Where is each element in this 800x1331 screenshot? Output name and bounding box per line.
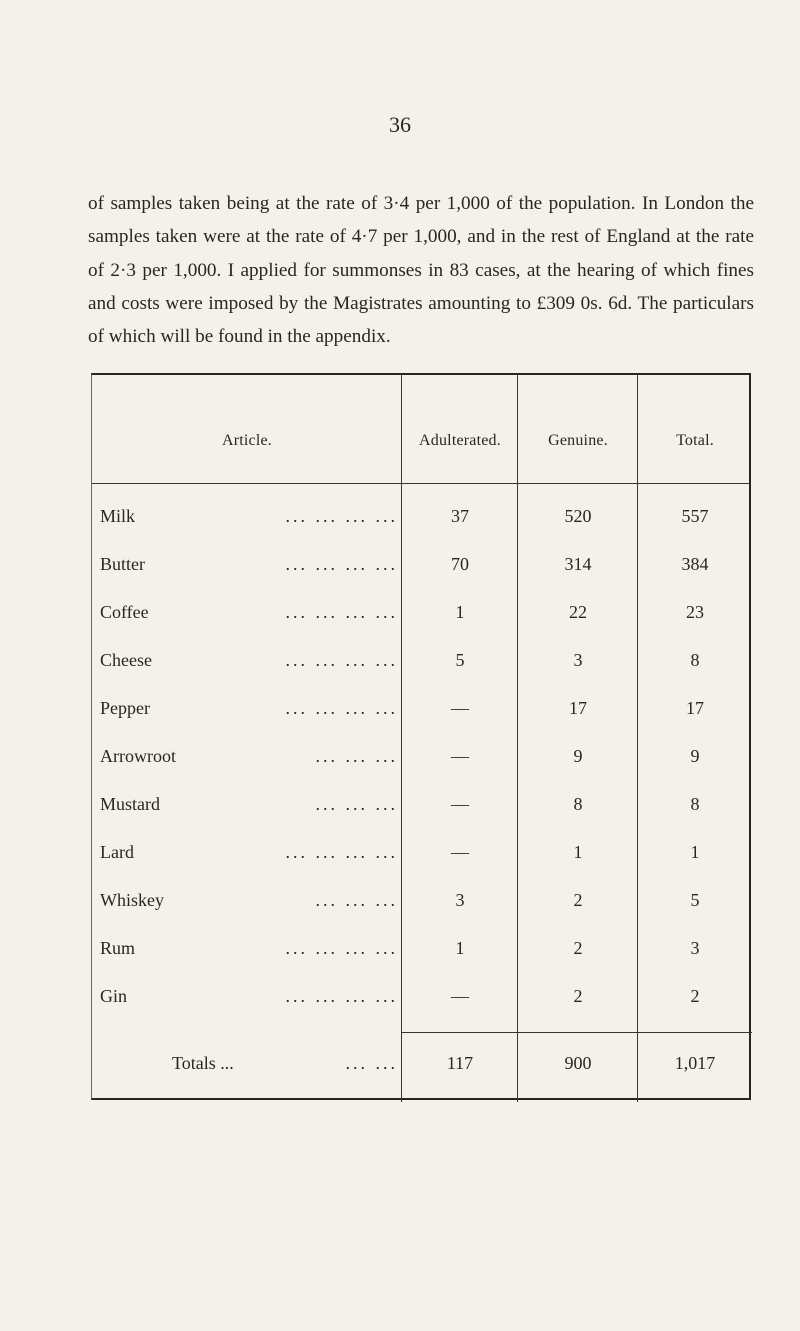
article-name: Lard bbox=[100, 842, 134, 862]
leader-dots: ... ... ... ... bbox=[285, 554, 398, 574]
leader-dots: ... ... ... bbox=[315, 746, 398, 766]
article-name: Coffee bbox=[100, 602, 149, 622]
row-article bbox=[92, 973, 402, 1019]
article-name: Cheese bbox=[100, 650, 152, 670]
table-row bbox=[92, 493, 749, 539]
row-article bbox=[92, 685, 402, 731]
table-row bbox=[92, 637, 749, 683]
article-name: Whiskey bbox=[100, 890, 164, 910]
article-name: Butter bbox=[100, 554, 145, 574]
row-article bbox=[92, 541, 402, 587]
adulterated-value: 70 bbox=[451, 554, 469, 574]
leader-dots: ... ... ... bbox=[315, 794, 398, 814]
total-value: 23 bbox=[686, 602, 704, 622]
total-value: 5 bbox=[690, 890, 700, 910]
table-row bbox=[92, 877, 749, 923]
samples-table bbox=[91, 373, 751, 1100]
row-article bbox=[92, 589, 402, 635]
total-value: 8 bbox=[690, 650, 700, 670]
leader-dots: ... ... ... bbox=[315, 890, 398, 910]
adulterated-value: — bbox=[451, 986, 469, 1006]
adulterated-value: 3 bbox=[455, 890, 465, 910]
header-rule bbox=[92, 483, 749, 484]
table-row bbox=[92, 685, 749, 731]
genuine-value: 1 bbox=[573, 842, 583, 862]
adulterated-value: 1 bbox=[455, 602, 465, 622]
total-value: 3 bbox=[690, 938, 700, 958]
table-row bbox=[92, 541, 749, 587]
leader-dots: ... ... ... ... bbox=[285, 650, 398, 670]
header-article: Article. bbox=[221, 432, 273, 449]
genuine-value: 3 bbox=[573, 650, 583, 670]
genuine-value: 2 bbox=[573, 986, 583, 1006]
adulterated-value: 5 bbox=[455, 650, 465, 670]
totals-rule bbox=[401, 1032, 752, 1033]
adulterated-value: — bbox=[451, 746, 469, 766]
total-value: 2 bbox=[690, 986, 700, 1006]
total-value: 9 bbox=[690, 746, 700, 766]
article-name: Mustard bbox=[100, 794, 160, 814]
header-adulterated: Adulterated. bbox=[419, 432, 501, 449]
header-row bbox=[92, 418, 749, 464]
article-name: Pepper bbox=[100, 698, 150, 718]
table-row bbox=[92, 589, 749, 635]
row-article bbox=[92, 733, 402, 779]
article-name: Milk bbox=[100, 506, 136, 526]
genuine-value: 17 bbox=[569, 698, 587, 718]
table-row bbox=[92, 829, 749, 875]
total-value: 1 bbox=[690, 842, 700, 862]
row-article bbox=[92, 781, 402, 827]
adulterated-value: 1 bbox=[455, 938, 465, 958]
row-article bbox=[92, 925, 402, 971]
table-row bbox=[92, 925, 749, 971]
total-value: 17 bbox=[686, 698, 704, 718]
genuine-value: 2 bbox=[573, 938, 583, 958]
adulterated-total: 117 bbox=[446, 1053, 474, 1073]
row-article bbox=[92, 877, 402, 923]
article-name: Gin bbox=[100, 986, 127, 1006]
row-article bbox=[92, 637, 402, 683]
total-value: 384 bbox=[681, 554, 709, 574]
table-row bbox=[92, 973, 749, 1019]
adulterated-value: — bbox=[451, 842, 469, 862]
row-article bbox=[92, 493, 402, 539]
row-article bbox=[92, 829, 402, 875]
total-value: 8 bbox=[690, 794, 700, 814]
adulterated-value: 37 bbox=[451, 506, 469, 526]
table-row bbox=[92, 733, 749, 779]
genuine-value: 314 bbox=[564, 554, 592, 574]
total-value: 557 bbox=[681, 506, 709, 526]
adulterated-value: — bbox=[451, 794, 469, 814]
leader-dots: ... ... ... ... bbox=[285, 698, 398, 718]
genuine-total: 900 bbox=[564, 1053, 592, 1073]
header-genuine: Genuine. bbox=[548, 432, 608, 449]
leader-dots: ... ... ... ... bbox=[285, 842, 398, 862]
table-row bbox=[92, 781, 749, 827]
leader-dots: ... ... ... ... bbox=[285, 986, 398, 1006]
grand-total: 1,017 bbox=[674, 1053, 716, 1073]
genuine-value: 2 bbox=[573, 890, 583, 910]
genuine-value: 8 bbox=[573, 794, 583, 814]
leader-dots: ... ... ... ... bbox=[285, 602, 398, 622]
header-total: Total. bbox=[676, 432, 714, 449]
totals-row bbox=[92, 1040, 749, 1086]
page-number: 36 bbox=[389, 112, 411, 137]
adulterated-value: — bbox=[451, 698, 469, 718]
leader-dots: ... ... bbox=[345, 1053, 398, 1073]
article-name: Rum bbox=[100, 938, 136, 958]
leader-dots: ... ... ... ... bbox=[285, 938, 398, 958]
row-article bbox=[92, 1040, 402, 1086]
article-name: Arrowroot bbox=[100, 746, 176, 766]
leader-dots: ... ... ... ... bbox=[285, 506, 398, 526]
genuine-value: 9 bbox=[573, 746, 583, 766]
totals-label: Totals ... bbox=[172, 1053, 234, 1073]
body-paragraph: of samples taken being at the rate of 3·4 per 1,000 of the population. In London the samples taken were at the rate of 4·7 per 1,000, and in the rest of England at the rate of 2·3 per 1,000. I applied for summonses in 83 cases, at the hearing of which fines and costs were imposed by the Magistrates amounting to £309 0s. 6d. The particulars of which will be found in the appendix. bbox=[88, 193, 754, 347]
genuine-value: 520 bbox=[564, 506, 592, 526]
genuine-value: 22 bbox=[569, 602, 587, 622]
